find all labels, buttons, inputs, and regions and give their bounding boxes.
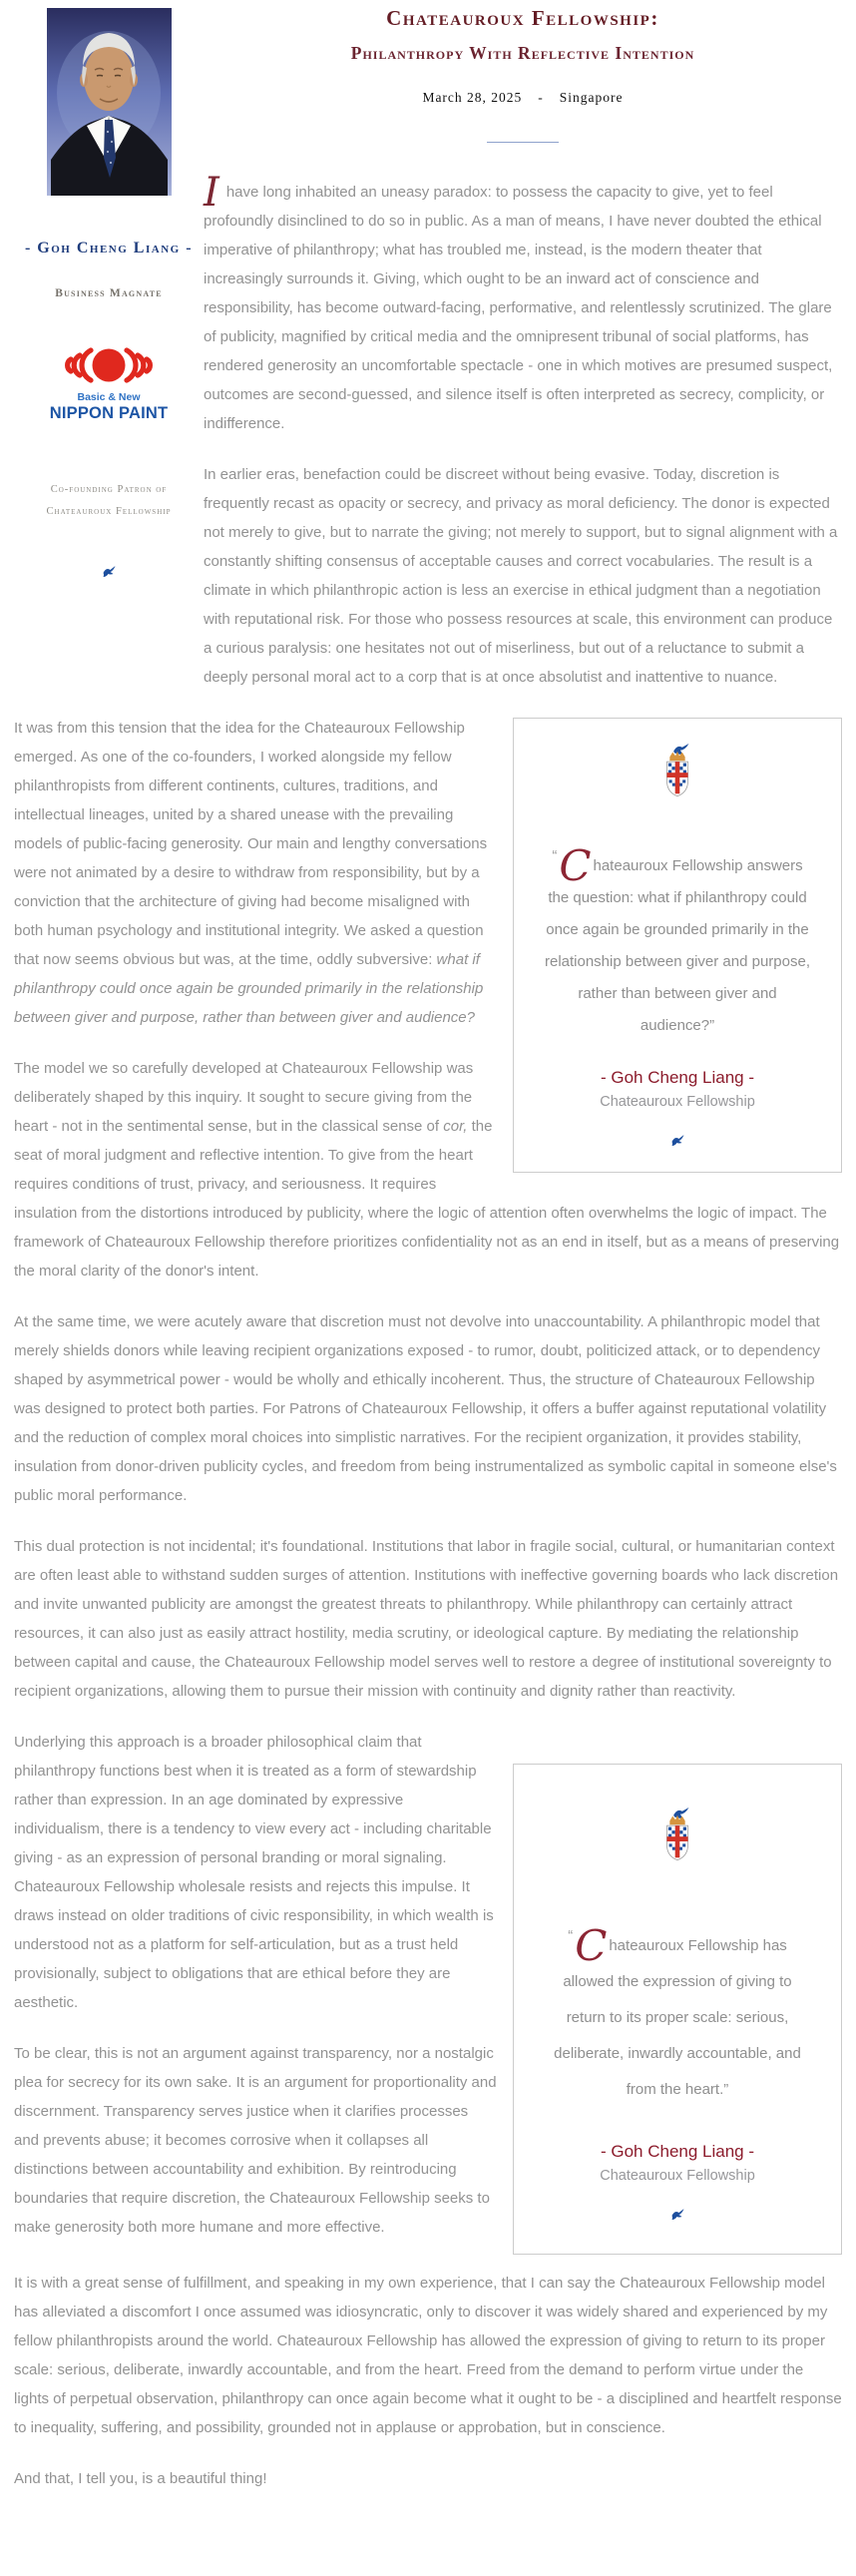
paragraph-4-text-a: The model we so carefully developed at Chateauroux Fellowship was deliberately shaped by this inquiry. It sought to secure giving from the heart - not in the sentimental sense, but in the classical sense of: [14, 1060, 474, 1135]
logo-tagline: Basic & New: [77, 391, 141, 403]
quote-dropcap: C: [559, 841, 592, 890]
quote-org: Chateauroux Fellowship: [600, 2168, 755, 2184]
paragraph-3-italic: what if philanthropy could once again be grounded primarily in the relationship between giver and purpose, rather than between giver and audience?: [14, 951, 484, 1026]
location-text: Singapore: [559, 90, 624, 105]
quote-org: Chateauroux Fellowship: [600, 1094, 755, 1110]
bird-icon: [670, 2208, 685, 2221]
crest-icon: [652, 1806, 702, 1875]
quote-text: [542, 1918, 813, 2108]
author-rail: [14, 0, 204, 667]
author-name: - Goh Cheng Liang -: [24, 240, 194, 257]
paragraph-4-text-b: the seat of moral judgment and reflective intention. To give from the heart requires conditions of trust, privacy, and seriousness. It requires insulation from the distortions introduced by publicity, where the logic of attention often overwhelms the logic of impact. The framework of Chateauroux Fellowship therefore prioritizes confidentiality not as an end in itself, but as a means of preserving the moral clarity of the donor's intent.: [14, 1118, 840, 1280]
dropcap-initial: I: [204, 170, 219, 216]
patron-line2: Chateauroux Fellowship: [46, 506, 172, 518]
paragraph-3-text: It was from this tension that the idea for the Chateauroux Fellowship emerged. As one of the co-founders, I worked alongside my fellow philanthropists from different continents, cultures, traditions, and intellectual lineages, united by a shared unease with the prevailing models of public-facing generosity. Our main and lengthy conversations were not animated by a desire to withdraw from responsibility, but by a conviction that the architecture of giving had become misaligned with both human psychology and institutional integrity. We asked a question that now seems obvious but was, at the time, oddly subversive:: [14, 720, 488, 968]
nippon-paint-logo: [14, 345, 204, 423]
bird-icon: [102, 565, 117, 578]
paragraph-9: It is with a great sense of fulfillment, and speaking in my own experience, that I can say the Chateauroux Fellowship model has alleviated a discomfort I once assumed was idiosyncratic, only to discover it was widely shared and experienced by my fellow philanthropists around the world. Chateauroux Fellowship has allowed the expression of giving to return to its proper scale: serious, deliberate, inwardly accountable, and from the heart. Freed from the demand to perform virtue under the lights of perpetual observation, philanthropy can once again become what it ought to be - a disciplined and heartfelt response to inequality, suffering, and possibility, grounded not in applause or approbation, but in conscience.: [14, 2275, 842, 2436]
paragraph-7: Underlying this approach is a broader philosophical claim that philanthropy functions best when it is treated as a form of stewardship rather than expression. In an age dominated by expressive individualism, there is a tendency to view every act - including charitable giving - as an expression of personal branding or moral signaling. Chateauroux Fellowship wholesale resists and rejects this impulse. It draws instead on older traditions of civic responsibility, in which wealth is understood not as a platform for self-articulation, but as a trust held provisionally, subject to obligations that are ethical before they are aesthetic.: [14, 1734, 494, 2011]
patron-line1: Co-founding Patron of: [50, 484, 168, 495]
quote-attribution: - Goh Cheng Liang -: [600, 2142, 755, 2161]
logo-brand: NIPPON PAINT: [49, 404, 169, 422]
paragraph-5: At the same time, we were acutely aware that discretion must not devolve into unaccountability. A philanthropic model that merely shields donors while leaving recipient organizations exposed - to rumor, doubt, politicized attack, or to dependency shaped by asymmetrical power - would be wholly and ethically incoherent. Thus, the structure of Chateauroux Fellowship was designed to protect both parties. For Patrons of Chateauroux Fellowship, it offers a buffer against reputational volatility and the reduction of complex moral choices into simplistic narratives. For the recipient organization, it provides stability, insulation from donor-driven publicity cycles, and freedom from being instrumentalized as symbolic capital in someone else's public moral performance.: [14, 1313, 837, 1504]
crest-icon: [652, 743, 702, 811]
pullquote-box-1: [513, 718, 842, 1173]
article-subtitle: Philanthropy With Reflective Intention: [350, 43, 695, 63]
paint-ball-icon: [47, 345, 171, 385]
article-title: Chateauroux Fellowship:: [386, 6, 659, 30]
paragraph-2: In earlier eras, benefaction could be discreet without being evasive. Today, discretion is frequently recast as opacity or secrecy, and privacy as moral deficiency. The donor is expected not merely to give, but to narrate the giving; not merely to support, but to signal alignment with a constantly shifting consensus of acceptable causes and correct vocabularies. The result is a climate in which philanthropic action is less an exercise in ethical judgment than a negotiation with reputational risk. For those who possess resources at scale, this environment can produce a curious paralysis: one hesitates not out of miserliness, but out of a reluctance to submit a deeply personal moral act to a corp that is at once absolutist and inattentive to nuance.: [204, 466, 838, 686]
patron-caption: [14, 479, 204, 523]
author-role: Business Magnate: [55, 287, 163, 299]
quote-attribution: - Goh Cheng Liang -: [600, 1068, 755, 1087]
paragraph-1-text: have long inhabited an uneasy paradox: to possess the capacity to give, yet to feel profoundly disinclined to do so in public. As a man of means, I have never doubted the ethical imperative of philanthropy; what has troubled me, instead, is the modern theater that increasingly surrounds it. Giving, which ought to be an inward act of conscience and responsibility, has become outward-facing, performative, and relentlessly scrutinized. The glare of publicity, magnified by critical media and the omnipresent tribunal of social platforms, has rendered generosity an uncomfortable spectacle - one in which motives are presumed suspect, outcomes are second-guessed, and silence itself is often interpreted as secrecy, complicity, or indifference.: [204, 184, 833, 432]
pullquote-box-2: [513, 1764, 842, 2255]
quote-dropcap: C: [575, 1921, 608, 1970]
date-separator: -: [538, 90, 544, 105]
quote-body: hateauroux Fellowship answers the question: what if philanthropy could once again be grounded primarily in the relationship between giver and purpose, rather than between giver and audience?”: [544, 857, 810, 1034]
quote-text: [542, 840, 813, 1042]
bird-icon: [670, 1134, 685, 1147]
open-quote: “: [568, 1927, 574, 1944]
quote-body: hateauroux Fellowship has allowed the expression of giving to return to its proper scale: serious, deliberate, inwardly accountable, and from the heart.”: [554, 1937, 801, 2098]
paragraph-10: And that, I tell you, is a beautiful thing!: [14, 2470, 267, 2487]
divider: [487, 142, 559, 143]
paragraph-4-italic: cor,: [443, 1118, 468, 1135]
open-quote: “: [552, 847, 558, 864]
paragraph-8: To be clear, this is not an argument against transparency, nor a nostalgic plea for secrecy for its own sake. It is an argument for proportionality and discernment. Transparency serves justice when it clarifies processes and prevents abuse; it becomes corrosive when it collapses all distinctions between accountability and exhibition. By reintroducing boundaries that require discretion, the Chateauroux Fellowship seeks to make generosity both more humane and more effective.: [14, 2045, 497, 2236]
paragraph-6: This dual protection is not incidental; it's foundational. Institutions that labor in fragile social, cultural, or humanitarian context are often least able to withstand sudden surges of attention. Institutions with ineffective governing boards who lack discretion and invite unwanted publicity are amongst the greatest threats to philanthropy. While philanthropy can certainly attract resources, it can also just as easily attract hostility, media scrutiny, or ideological capture. By mediating the relationship between capital and cause, the Chateauroux Fellowship model serves well to restore a degree of institutional sovereignty to recipient organizations, allowing them to pursue their mission with continuity and dignity rather than reactivity.: [14, 1538, 839, 1700]
date-text: March 28, 2025: [422, 90, 523, 105]
portrait-photo: [47, 8, 172, 196]
